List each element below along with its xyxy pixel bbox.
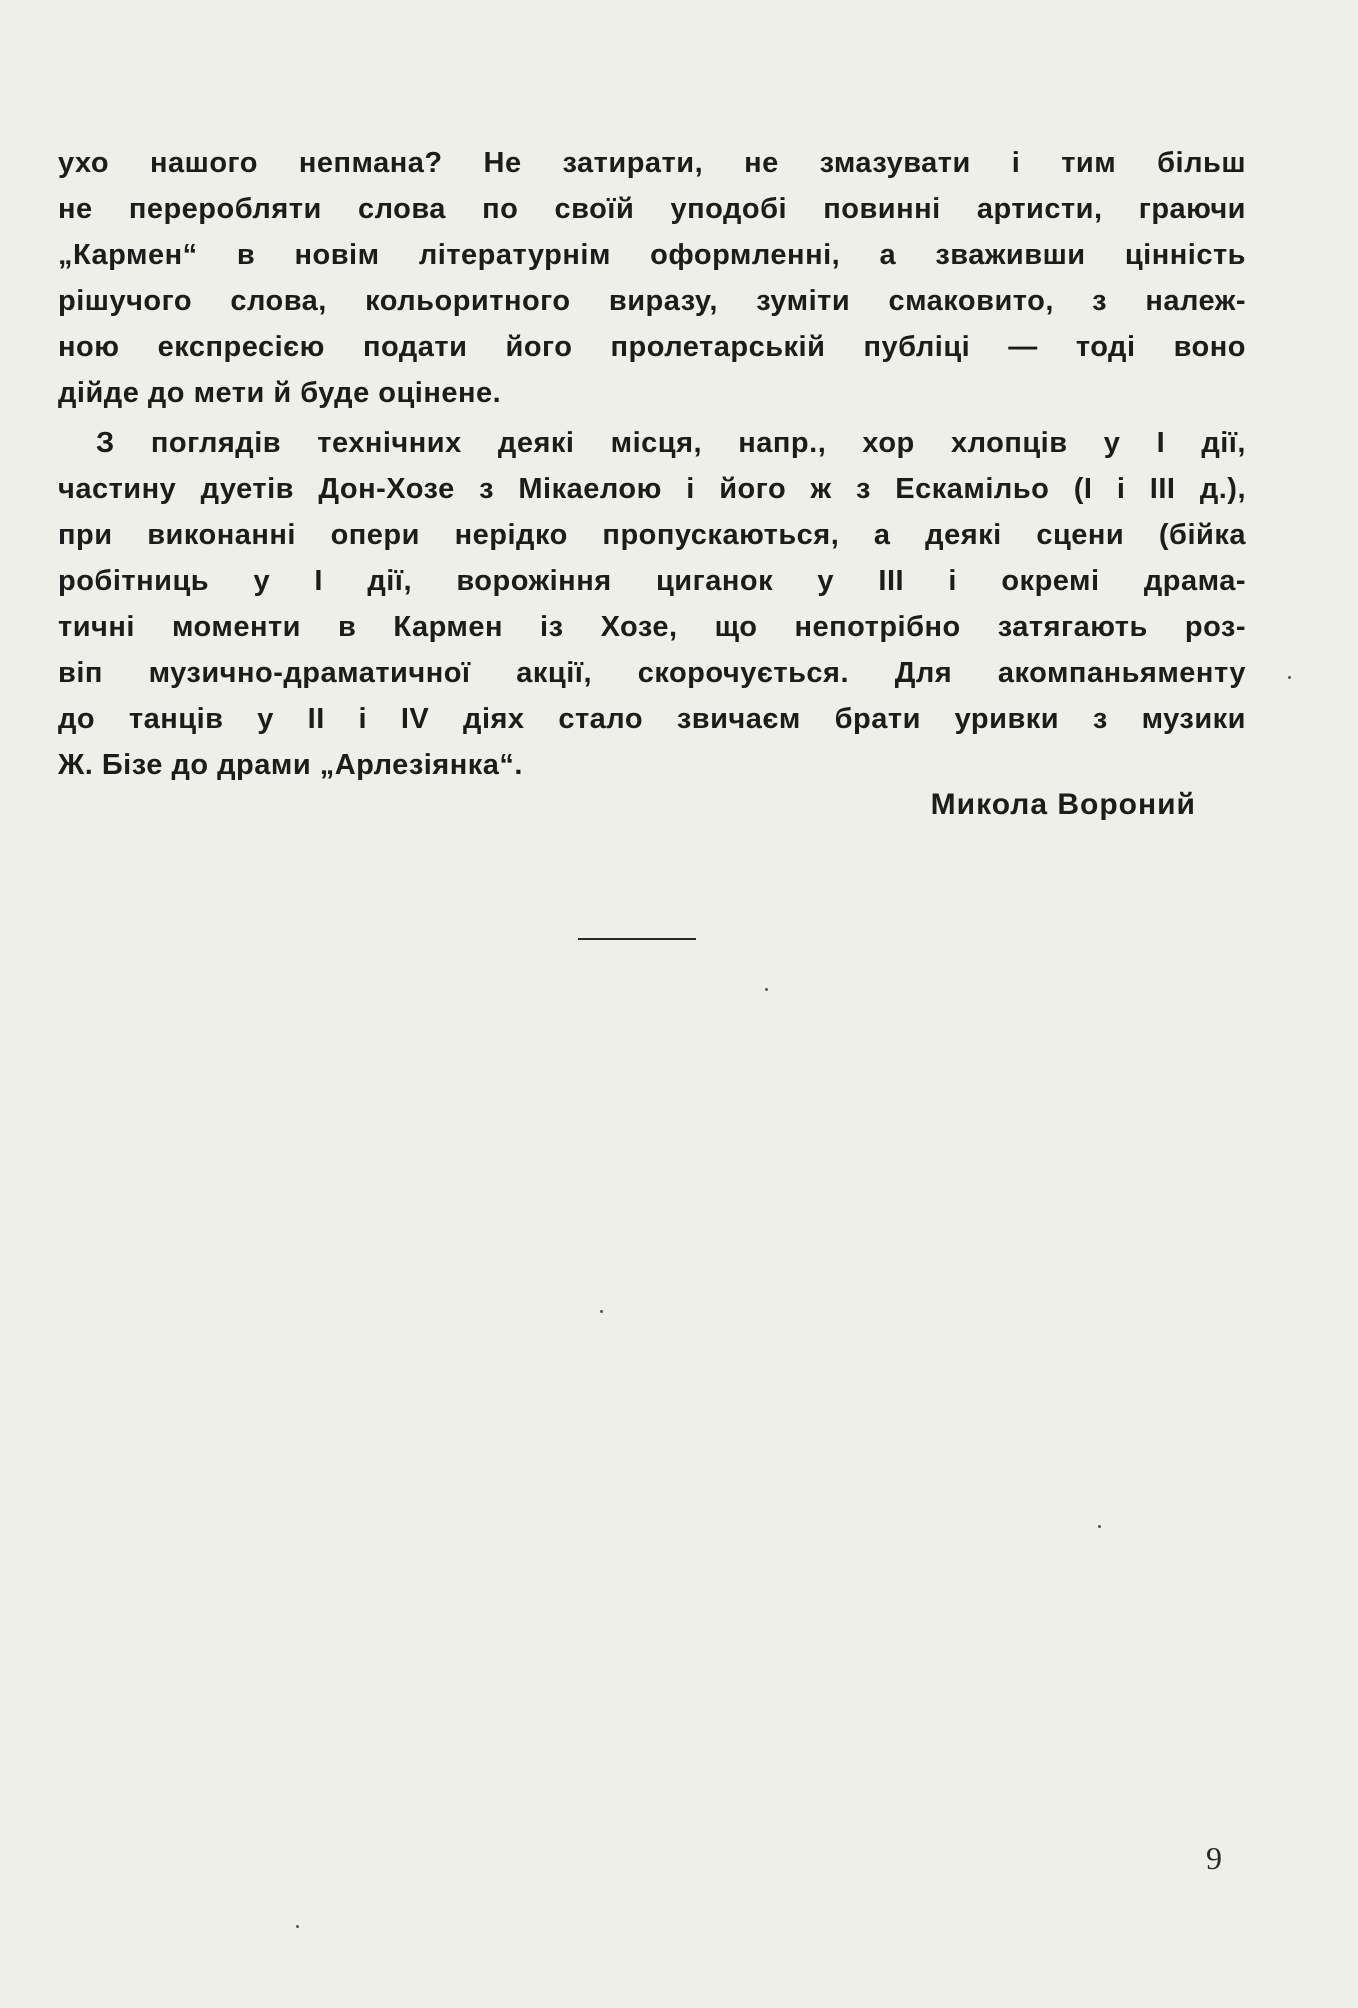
paper-speck — [1098, 1525, 1101, 1528]
text-line: „Кармен“ в новім літературнім оформленні, а зваживши цінність — [58, 239, 1246, 271]
text-line: віп музично-драматичної акції, скорочується. Для акомпаньяменту — [58, 657, 1246, 689]
text-line: ухо нашого непмана? Не затирати, не змазувати і тим більш — [58, 147, 1246, 179]
text-line: при виконанні опери нерідко пропускаються, а деякі сцени (бійка — [58, 519, 1246, 551]
paper-speck — [600, 1310, 603, 1313]
paper-speck — [765, 988, 768, 991]
text-line: тичні моменти в Кармен із Хозе, що непотрібно затягають роз- — [58, 611, 1246, 643]
paragraph-1 — [58, 140, 1246, 416]
section-divider — [578, 938, 696, 940]
paper-speck — [296, 1925, 299, 1928]
text-line: до танців у ІІ і ІV діях стало звичаєм брати уривки з музики — [58, 703, 1246, 735]
text-line: рішучого слова, кольоритного виразу, зуміти смаковито, з належ- — [58, 285, 1246, 317]
text-line: робітниць у І дії, ворожіння циганок у ІІІ і окремі драма- — [58, 565, 1246, 597]
text-line: З поглядів технічних деякі місця, напр., хор хлопців у І дії, — [96, 427, 1246, 459]
text-line: частину дуетів Дон-Хозе з Мікаелою і його ж з Ескамільо (І і ІІІ д.), — [58, 473, 1246, 505]
text-line: Ж. Бізе до драми „Арлезіянка“. — [58, 749, 523, 781]
text-line: не переробляти слова по своїй уподобі повинні артисти, граючи — [58, 193, 1246, 225]
text-line: дійде до мети й буде оцінене. — [58, 377, 502, 409]
paper-speck — [1288, 676, 1291, 679]
paragraph-2 — [58, 420, 1246, 788]
text-line: ною експресією подати його пролетарській публіці — тоді воно — [58, 331, 1246, 363]
author-signature: Микола Вороний — [930, 788, 1196, 821]
page-number: 9 — [1206, 1840, 1222, 1876]
body-text — [58, 140, 1246, 788]
